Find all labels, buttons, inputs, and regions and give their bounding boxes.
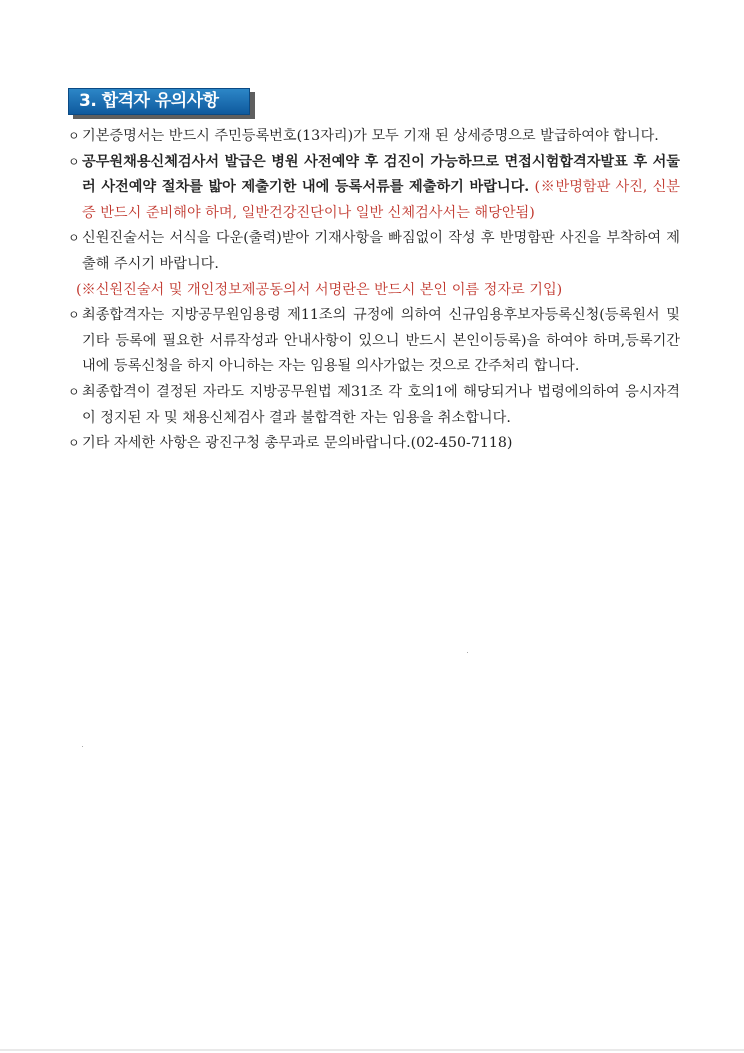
- list-item-medical-exam: [68, 150, 680, 227]
- section-title: 3. 합격자 유의사항: [68, 88, 250, 115]
- list-item-identity-statement: [68, 226, 680, 277]
- item-text: [82, 150, 680, 227]
- notice-list: [68, 124, 680, 457]
- scan-edge: [0, 1049, 744, 1051]
- section-heading: [68, 88, 254, 118]
- bullet-icon: ㅇ: [68, 436, 80, 451]
- list-item-registration: [68, 303, 680, 380]
- item-text: 기본증명서는 반드시 주민등록번호(13자리)가 모두 기재 된 상세증명으로 발급하여야 합니다.: [82, 128, 659, 144]
- item-red-note: (※반명함판 사진, 신분증 반드시 준비해야 하며, 일반건강진단이나 일반 신체검사서는 해당안됨): [82, 179, 681, 221]
- bullet-icon: ㅇ: [68, 129, 80, 143]
- scan-speck: [82, 746, 83, 747]
- item-bold-text: 공무원채용신체검사서 발급은 병원 사전예약 후 검진이 가능하므로 면접시험합격자발표 후 서둘러 사전예약 절차를 밟아 제출기한 내에 등록서류를 제출하기 바랍니다.: [82, 153, 680, 196]
- bullet-icon: ㅇ: [68, 154, 80, 169]
- list-item-certificate: [68, 124, 680, 150]
- bullet-icon: ㅇ: [68, 384, 80, 399]
- item-text: 최종합격자는 지방공무원임용령 제11조의 규정에 의하여 신규임용후보자등록신청(등록원서 및 기타 등록에 필요한 서류작성과 안내사항이 있으니 반드시 본인이등록)을 하여야 하며,등록기간 내에 등록신청을 하지 아니하는 자는 임용될 의사가없는 것으로 간주처리 합니다.: [82, 307, 680, 375]
- scan-speck: [467, 652, 468, 653]
- signature-note: (※신원진술서 및 개인정보제공동의서 서명란은 반드시 본인 이름 정자로 기입): [76, 281, 563, 298]
- item-text: 최종합격이 결정된 자라도 지방공무원법 제31조 각 호의1에 해당되거나 법령에의하여 응시자격이 정지된 자 및 채용신체검사 결과 불합격한 자는 임용을 취소합니다.: [82, 383, 680, 426]
- list-item-cancellation: [68, 380, 680, 431]
- list-item-contact: [68, 431, 680, 457]
- bullet-icon: ㅇ: [68, 231, 80, 246]
- item-text: 기타 자세한 사항은 광진구청 총무과로 문의바랍니다.(02-450-7118): [82, 435, 513, 452]
- bullet-icon: ㅇ: [68, 308, 80, 323]
- item-text: 신원진술서는 서식을 다운(출력)받아 기재사항을 빠짐없이 작성 후 반명함판 사진을 부착하여 제출해 주시기 바랍니다.: [82, 230, 680, 272]
